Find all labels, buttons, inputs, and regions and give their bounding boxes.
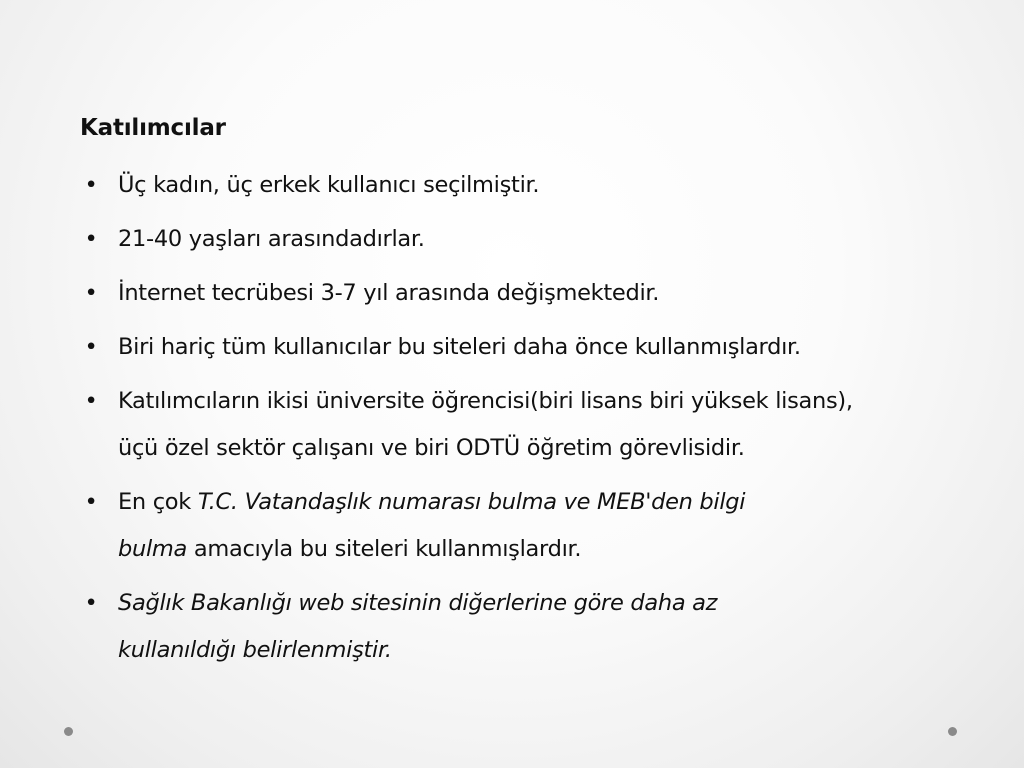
bullet-line: [118, 162, 985, 209]
bullet-text: Biri hariç tüm kullanıcılar bu siteleri daha önce kullanmışlardır.: [118, 334, 801, 360]
bullet-item: [80, 580, 985, 674]
bullet-text: Üç kadın, üç erkek kullanıcı seçilmiştir.: [118, 172, 540, 198]
bullet-marker: •: [84, 489, 98, 515]
bullet-text-italic: kullanıldığı belirlenmiştir.: [118, 637, 392, 663]
bullet-text: üçü özel sektör çalışanı ve biri ODTÜ öğretim görevlisidir.: [118, 435, 745, 461]
bullet-line: [118, 479, 985, 526]
bullet-marker: •: [84, 280, 98, 306]
bullet-text: Katılımcıların ikisi üniversite öğrencisi(biri lisans biri yüksek lisans),: [118, 388, 853, 414]
decorative-dot-right: [948, 727, 957, 736]
bullet-marker: •: [84, 172, 98, 198]
bullet-item: [80, 324, 985, 371]
bullet-marker: •: [84, 388, 98, 414]
bullet-line: [118, 627, 985, 674]
bullet-text: En çok: [118, 489, 198, 515]
bullet-text: İnternet tecrübesi 3-7 yıl arasında değişmektedir.: [118, 280, 660, 306]
bullet-line: [118, 580, 985, 627]
slide-title: Katılımcılar: [80, 115, 226, 141]
bullet-text: 21-40 yaşları arasındadırlar.: [118, 226, 425, 252]
bullet-line: [118, 216, 985, 263]
bullet-text-italic: bulma: [118, 536, 187, 562]
bullet-line: [118, 378, 985, 425]
bullet-item: [80, 479, 985, 573]
bullet-list: [80, 162, 985, 681]
bullet-marker: •: [84, 334, 98, 360]
decorative-dot-left: [64, 727, 73, 736]
bullet-item: [80, 378, 985, 472]
bullet-text: amacıyla bu siteleri kullanmışlardır.: [187, 536, 582, 562]
bullet-marker: •: [84, 590, 98, 616]
bullet-text-italic: T.C. Vatandaşlık numarası bulma ve MEB'den bilgi: [197, 489, 746, 515]
bullet-marker: •: [84, 226, 98, 252]
bullet-item: [80, 162, 985, 209]
bullet-text-italic: Sağlık Bakanlığı web sitesinin diğerlerine göre daha az: [118, 590, 718, 616]
bullet-line: [118, 425, 985, 472]
bullet-line: [118, 324, 985, 371]
bullet-line: [118, 526, 985, 573]
bullet-item: [80, 216, 985, 263]
bullet-line: [118, 270, 985, 317]
bullet-item: [80, 270, 985, 317]
